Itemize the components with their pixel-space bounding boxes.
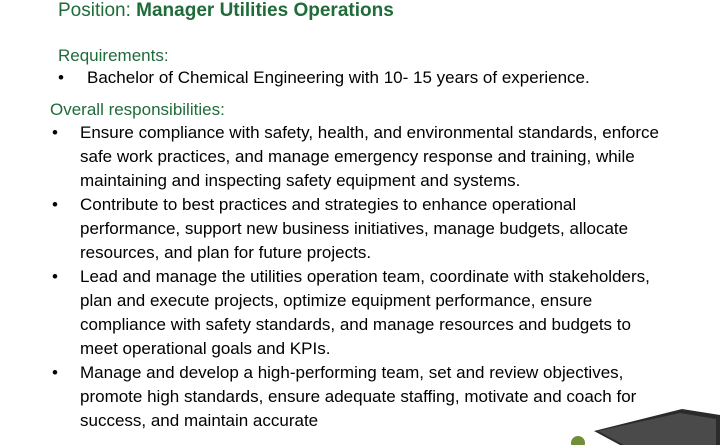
graduation-cap-icon (570, 405, 720, 445)
position-label: Position: (58, 0, 131, 21)
responsibilities-heading: Overall responsibilities: (50, 100, 225, 119)
requirement-item (58, 67, 590, 89)
bullet-icon: • (52, 363, 58, 382)
list-item (50, 265, 670, 361)
responsibility-text: Manage and develop a high-performing team, set and review objectives, promote high standards, ensure adequate staffing, motivate and coach for success, and maintain accurate (80, 363, 637, 430)
bullet-icon: • (52, 195, 58, 214)
bullet-icon: • (58, 68, 64, 87)
position-title (58, 0, 394, 23)
bullet-icon: • (52, 123, 58, 142)
responsibility-text: Contribute to best practices and strategies to enhance operational performance, support new business initiatives, manage budgets, allocate resources, and plan for future projects. (80, 195, 629, 262)
responsibility-text: Lead and manage the utilities operation team, coordinate with stakeholders, plan and execute projects, optimize equipment performance, ensure compliance with safety standards, and manage resources and budgets to meet operational goals and KPIs. (80, 267, 650, 358)
responsibilities-list (50, 121, 670, 433)
requirements-heading: Requirements: (58, 46, 169, 65)
list-item (50, 193, 670, 265)
responsibility-text: Ensure compliance with safety, health, and environmental standards, enforce safe work practices, and manage emergency response and training, while maintaining and inspecting safety equipment and systems. (80, 123, 659, 190)
list-item (50, 121, 670, 193)
position-value: Manager Utilities Operations (136, 0, 394, 21)
requirement-text: Bachelor of Chemical Engineering with 10- 15 years of experience. (87, 68, 590, 87)
bullet-icon: • (52, 267, 58, 286)
